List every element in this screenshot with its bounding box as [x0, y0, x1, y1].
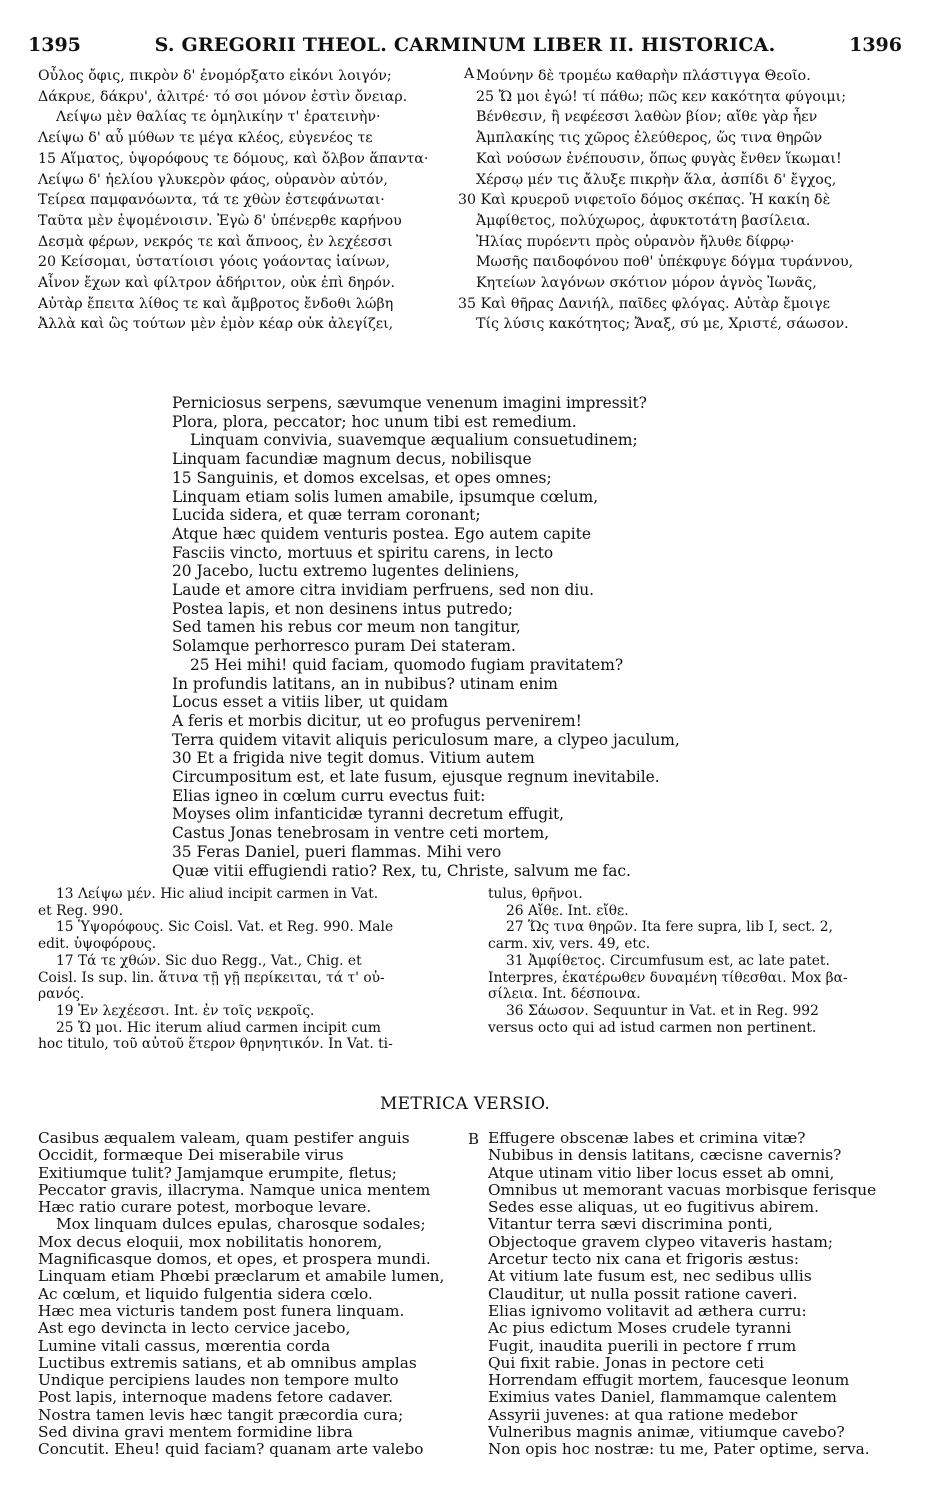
metrical-verse-line: Qui fixit rabie. Jonas in pectore ceti	[488, 1354, 765, 1372]
latin-prose-line: Fasciis vincto, mortuus et spiritu carens, in lecto	[172, 543, 554, 562]
greek-verse-line: Ἀμπλακίης τις χῶρος ἐλεύθερος, ὥς τινα θηρῶν	[476, 130, 823, 147]
greek-verse-line: Καὶ νούσων ἐνέπουσιν, ὅπως φυγὰς ἔνθεν ἵκωμαι!	[476, 150, 842, 167]
page-number-right: 1396	[849, 34, 902, 56]
metrical-version-left-column	[38, 1130, 462, 1459]
greek-verse-line: Ἀλλὰ καὶ ὣς τούτων μὲν ἐμὸν κέαρ οὐκ ἀλεγίζει,	[38, 316, 394, 333]
metrical-verse-line: Sed divina gravi mentem formidine libra	[38, 1424, 353, 1442]
metrical-verse-line: Exitiumque tulit? Jamjamque erumpite, fletus;	[38, 1164, 397, 1182]
metrical-verse-line: Mox decus eloquii, mox nobilitatis honorem,	[38, 1233, 383, 1251]
latin-prose-line: Plora, plora, peccator; hoc unum tibi est remedium.	[172, 412, 577, 431]
metrical-verse-line: Elias ignivomo volitavit ad æthera curru:	[488, 1302, 807, 1320]
footnote-line: 25 Ὤ μοι. Hic iterum aliud carmen incipit cum	[56, 1019, 381, 1036]
metrical-verse-line: Horrendam effugit mortem, faucesque leonum	[488, 1372, 850, 1390]
section-heading: METRICA VERSIO.	[379, 1094, 551, 1114]
metrical-verse-line: At vitium late fusum est, nec sedibus ullis	[488, 1268, 812, 1286]
footnote-line: 19 Ἐν λεχέεσσι. Int. ἐν τοῖς νεκροῖς.	[56, 1002, 315, 1019]
footnote-line: edit. ὑψοφόρους.	[38, 936, 157, 953]
footnote-line: 15 Ὑψορόφους. Sic Coisl. Vat. et Reg. 990. Male	[56, 919, 394, 936]
footnote-line: 26 Αἴθε. Int. εἴθε.	[506, 902, 629, 919]
metrical-verse-line: Nubibus in densis latitans, cæcisne cavernis?	[488, 1147, 842, 1165]
latin-prose-line: Linquam etiam solis lumen amabile, ipsumque cœlum,	[172, 487, 599, 506]
page-header	[28, 34, 902, 60]
metrical-verse-line: Effugere obscenæ labes et crimina vitæ?	[488, 1130, 806, 1147]
footnote-line: σίλεια. Int. δέσποινα.	[488, 986, 641, 1003]
latin-prose-line: Atque hæc quidem venturis postea. Ego autem capite	[172, 524, 591, 543]
metrical-verse-line: Post lapis, internoque madens fetore cadaver.	[38, 1389, 394, 1407]
greek-verse-line: Χέρσῳ μέν τις ἄλυξε πικρὴν ἅλα, ἀσπίδι δ' ἔγχος,	[476, 171, 837, 188]
footnote-line: ρανός.	[38, 986, 85, 1003]
latin-prose-line: 15 Sanguinis, et domos excelsas, et opes omnes;	[172, 468, 552, 487]
footnotes-right-column	[488, 886, 908, 1036]
greek-verse-line: Βένθεσιν, ἢ νεφέεσσι λαθὼν βίον; αἴθε γὰρ ἦεν	[476, 109, 818, 126]
metrical-verse-line: Concutit. Eheu! quid faciam? quanam arte valebo	[38, 1441, 424, 1459]
greek-verse-line: Τείρεα παμφανόωντα, τά τε χθὼν ἐστεφάνωται·	[38, 192, 385, 209]
greek-verse-line: Δάκρυε, δάκρυ', ἀλιτρέ· τό σοι μόνον ἐστὶν ὄνειαρ.	[38, 88, 408, 105]
latin-prose-line: Locus esset a vitiis liber, ut quidam	[172, 693, 448, 712]
metrical-verse-line: Luctibus extremis satians, et ab omnibus amplas	[38, 1354, 417, 1372]
metrical-verse-line: Vulneribus magnis animæ, vitiumque cavebo?	[488, 1424, 845, 1442]
metrical-verse-line: Omnibus ut memorant vacuas morbisque ferisque	[488, 1181, 877, 1199]
greek-verse-line: Ἀμφίθετος, πολύχωρος, ἀφυκτοτάτη βασίλεια.	[476, 212, 811, 229]
running-title: S. GREGORII THEOL. CARMINUM LIBER II. HISTORICA.	[154, 34, 776, 56]
footnote-line: 27 Ὥς τινα θηρῶν. Ita fere supra, lib I, sect. 2,	[506, 919, 833, 936]
latin-prose-line: Terra quidem vitavit aliquis periculosum mare, a clypeo jaculum,	[172, 730, 680, 749]
metrical-verse-line: Assyrii juvenes: at qua ratione medebor	[488, 1406, 798, 1424]
greek-verse-line: Αἶνον ἔχων καὶ φίλτρον ἀδήριτον, οὐκ ἐπὶ δηρόν.	[38, 275, 396, 292]
greek-verse-line: 15 Αἵματος, ὑψορόφους τε δόμους, καὶ ὄλβον ἅπαντα·	[38, 150, 429, 167]
latin-prose-line: Sed tamen his rebus cor meum non tangitur,	[172, 618, 521, 637]
metrical-verse-line: Eximius vates Daniel, flammamque calentem	[488, 1389, 837, 1407]
greek-verse-line: Οὖλος ὄφις, πικρὸν δ' ἐνομόρξατο εἰκόνι λοιγόν;	[38, 68, 392, 84]
footnote-line: 17 Τά τε χθών. Sic duo Regg., Vat., Chig. et	[56, 952, 362, 969]
greek-verse-line: Ταῦτα μὲν ἐψομένοισιν. Ἐγὼ δ' ὑπένερθε καρήνου	[38, 212, 402, 229]
metrical-verse-line: Peccator gravis, illacryma. Namque unica mentem	[38, 1181, 431, 1199]
greek-verse-line: Μωσῆς παιδοφόνου ποθ' ὑπέκφυγε δόγμα τυράννου,	[476, 254, 854, 271]
greek-verse-line: Λείψω μὲν θαλίας τε ὁμηλικίην τ' ἐρατεινὴν·	[56, 109, 381, 126]
greek-verse-line: 30 Καὶ κρυεροῦ νιφετοῖο δόμος σκέπας. Ἡ κακίη δὲ	[458, 192, 831, 209]
latin-prose-line: Perniciosus serpens, sævumque venenum imagini impressit?	[172, 394, 647, 412]
latin-prose-line: 35 Feras Daniel, pueri flammas. Mihi vero	[172, 842, 502, 861]
latin-prose-line: Castus Jonas tenebrosam in ventre ceti mortem,	[172, 824, 550, 843]
greek-verse-line: 20 Κείσομαι, ὑστατίοισι γόοις γοάοντας ἰαίνων,	[38, 254, 390, 271]
latin-prose-line: Circumpositum est, et late fusum, ejusque regnum inevitabile.	[172, 768, 660, 787]
latin-prose-line: 30 Et a frigida nive tegit domus. Vitium autem	[172, 749, 535, 768]
greek-verse-line: Μούνην δὲ τρομέω καθαρὴν πλάστιγγα Θεοῖο.	[476, 68, 811, 84]
footnote-line: Coisl. Is sup. lin. ἅτινα τῇ γῇ περίκειται, τά τ' οὐ-	[38, 969, 385, 986]
metrical-verse-line: Hæc mea victuris tandem post funera linquam.	[38, 1302, 405, 1320]
metrical-verse-line: Nostra tamen levis hæc tangit præcordia cura;	[38, 1406, 404, 1424]
footnote-line: et Reg. 990.	[38, 902, 123, 919]
greek-verse-line: Λείψω δ' αὖ μύθων τε μέγα κλέος, εὐγενέος τε	[38, 130, 373, 147]
metrical-verse-line: Magnificasque domos, et opes, et prospera mundi.	[38, 1251, 431, 1269]
greek-verse-line: Κητείων λαγόνων σκότιον μόρον ἁγνὸς Ἰωνᾶς,	[476, 275, 817, 292]
metrical-verse-line: Hæc ratio curare potest, morboque levare.	[38, 1199, 372, 1217]
metrical-verse-line: Non opis hoc nostræ: tu me, Pater optime, serva.	[488, 1441, 870, 1459]
latin-prose-translation	[172, 394, 892, 880]
metrical-verse-line: Arcetur tecto nix cana et frigoris æstus:	[488, 1251, 799, 1269]
metrical-verse-line: Fugit, inaudita puerili in pectore f rrum	[488, 1337, 797, 1355]
footnote-line: carm. xiv, vers. 49, etc.	[488, 936, 651, 953]
greek-verse-line: Δεσμὰ φέρων, νεκρός τε καὶ ἄπνοος, ἐν λεχέεσσι	[38, 233, 393, 250]
latin-prose-line: 20 Jacebo, luctu extremo lugentes deliniens,	[172, 562, 520, 581]
page-number-left: 1395	[28, 34, 81, 56]
footnote-line: 13 Λείψω μέν. Hic aliud incipit carmen in Vat.	[56, 886, 379, 902]
metrical-verse-line: Occidit, formæque Dei miserabile virus	[38, 1147, 344, 1165]
footnote-line: versus octo qui ad istud carmen non pertinent.	[488, 1019, 817, 1036]
greek-verse-line: Λείψω δ' ἠελίου γλυκερὸν φάος, οὐρανὸν αὐτόν,	[38, 171, 388, 188]
greek-verse-line: 25 Ὤ μοι ἐγώ! τί πάθω; πῶς κεν κακότητα φύγοιμι;	[476, 88, 846, 105]
footnotes-left-column	[38, 886, 468, 1053]
metrical-verse-line: Atque utinam vitio liber locus esset ab omni,	[488, 1164, 835, 1182]
column-marker-a: A	[464, 66, 475, 82]
latin-prose-line: Linquam facundiæ magnum decus, nobilisque	[172, 450, 532, 469]
latin-prose-line: Postea lapis, et non desinens intus putredo;	[172, 599, 513, 618]
greek-verse-line: Αὐτὰρ ἔπειτα λίθος τε καὶ ἄμβροτος ἔνδοθι λώβη	[38, 295, 394, 312]
footnote-line: 36 Σάωσον. Sequuntur in Vat. et in Reg. 992	[506, 1002, 819, 1019]
latin-prose-line: A feris et morbis dicitur, ut eo profugus pervenirem!	[172, 711, 582, 730]
footnote-line: tulus, θρῆνοι.	[488, 886, 583, 902]
latin-prose-line: In profundis latitans, an in nubibus? utinam enim	[172, 674, 558, 693]
latin-prose-line: Linquam convivia, suavemque æqualium consuetudinem;	[190, 431, 638, 450]
latin-prose-line: Laude et amore citra invidiam perfruens, sed non diu.	[172, 581, 595, 600]
greek-text-right-column	[458, 66, 902, 335]
latin-prose-line: Moyses olim infanticidæ tyranni decretum effugit,	[172, 805, 565, 824]
latin-prose-line: Lucida sidera, et quæ terram coronant;	[172, 506, 481, 525]
metrical-verse-line: Objectoque gravem clypeo vitaveris hastam;	[488, 1233, 834, 1251]
metrical-verse-line: Clauditur, ut nulla possit ratione caveri.	[488, 1285, 798, 1303]
metrical-verse-line: Vitantur terra sævi discrimina ponti,	[488, 1216, 773, 1234]
column-marker-b: B	[468, 1130, 480, 1148]
latin-prose-line: Quæ vitii effugiendi ratio? Rex, tu, Christe, salvum me fac.	[172, 861, 631, 880]
footnote-line: 31 Ἀμφίθετος. Circumfusum est, ac late patet.	[506, 952, 830, 969]
greek-verse-line: 35 Καὶ θῆρας Δανιήλ, παῖδες φλόγας. Αὐτὰρ ἔμοιγε	[458, 295, 830, 312]
metrical-verse-line: Ac cœlum, et liquido fulgentia sidera cœlo.	[38, 1285, 373, 1303]
metrical-verse-line: Undique percipiens laudes non tempore multo	[38, 1372, 399, 1390]
greek-verse-line: Τίς λύσις κακότητος; Ἄναξ, σύ με, Χριστέ, σάωσον.	[476, 316, 849, 333]
metrical-version-right-column	[488, 1130, 908, 1459]
metrical-verse-line: Lumine vitali cassus, mœrentia corda	[38, 1337, 331, 1355]
footnote-line: Interpres, ἑκατέρωθεν δυναμένη τίθεσθαι. Mox βα-	[488, 969, 848, 986]
metrical-verse-line: Ac pius edictum Moses crudele tyranni	[488, 1320, 792, 1338]
metrical-verse-line: Casibus æqualem valeam, quam pestifer anguis	[38, 1130, 410, 1147]
greek-text-left-column	[38, 66, 466, 335]
metrical-verse-line: Linquam etiam Phœbi præclarum et amabile lumen,	[38, 1268, 445, 1286]
footnote-line: hoc titulo, τοῦ αὐτοῦ ἕτερον θρηνητικόν. In Vat. ti-	[38, 1036, 393, 1053]
latin-prose-line: Solamque perhorresco puram Dei stateram.	[172, 637, 516, 656]
greek-verse-line: Ἠλίας πυρόεντι πρὸς οὐρανὸν ἤλυθε δίφρῳ·	[476, 233, 795, 250]
latin-prose-line: Elias igneo in cœlum curru evectus fuit:	[172, 786, 486, 805]
metrical-verse-line: Mox linquam dulces epulas, charosque sodales;	[56, 1216, 426, 1234]
metrical-verse-line: Ast ego devincta in lecto cervice jacebo,	[38, 1320, 351, 1338]
latin-prose-line: 25 Hei mihi! quid faciam, quomodo fugiam pravitatem?	[190, 655, 624, 674]
metrical-verse-line: Sedes esse aliquas, ut eo fugitivus abirem.	[488, 1199, 819, 1217]
